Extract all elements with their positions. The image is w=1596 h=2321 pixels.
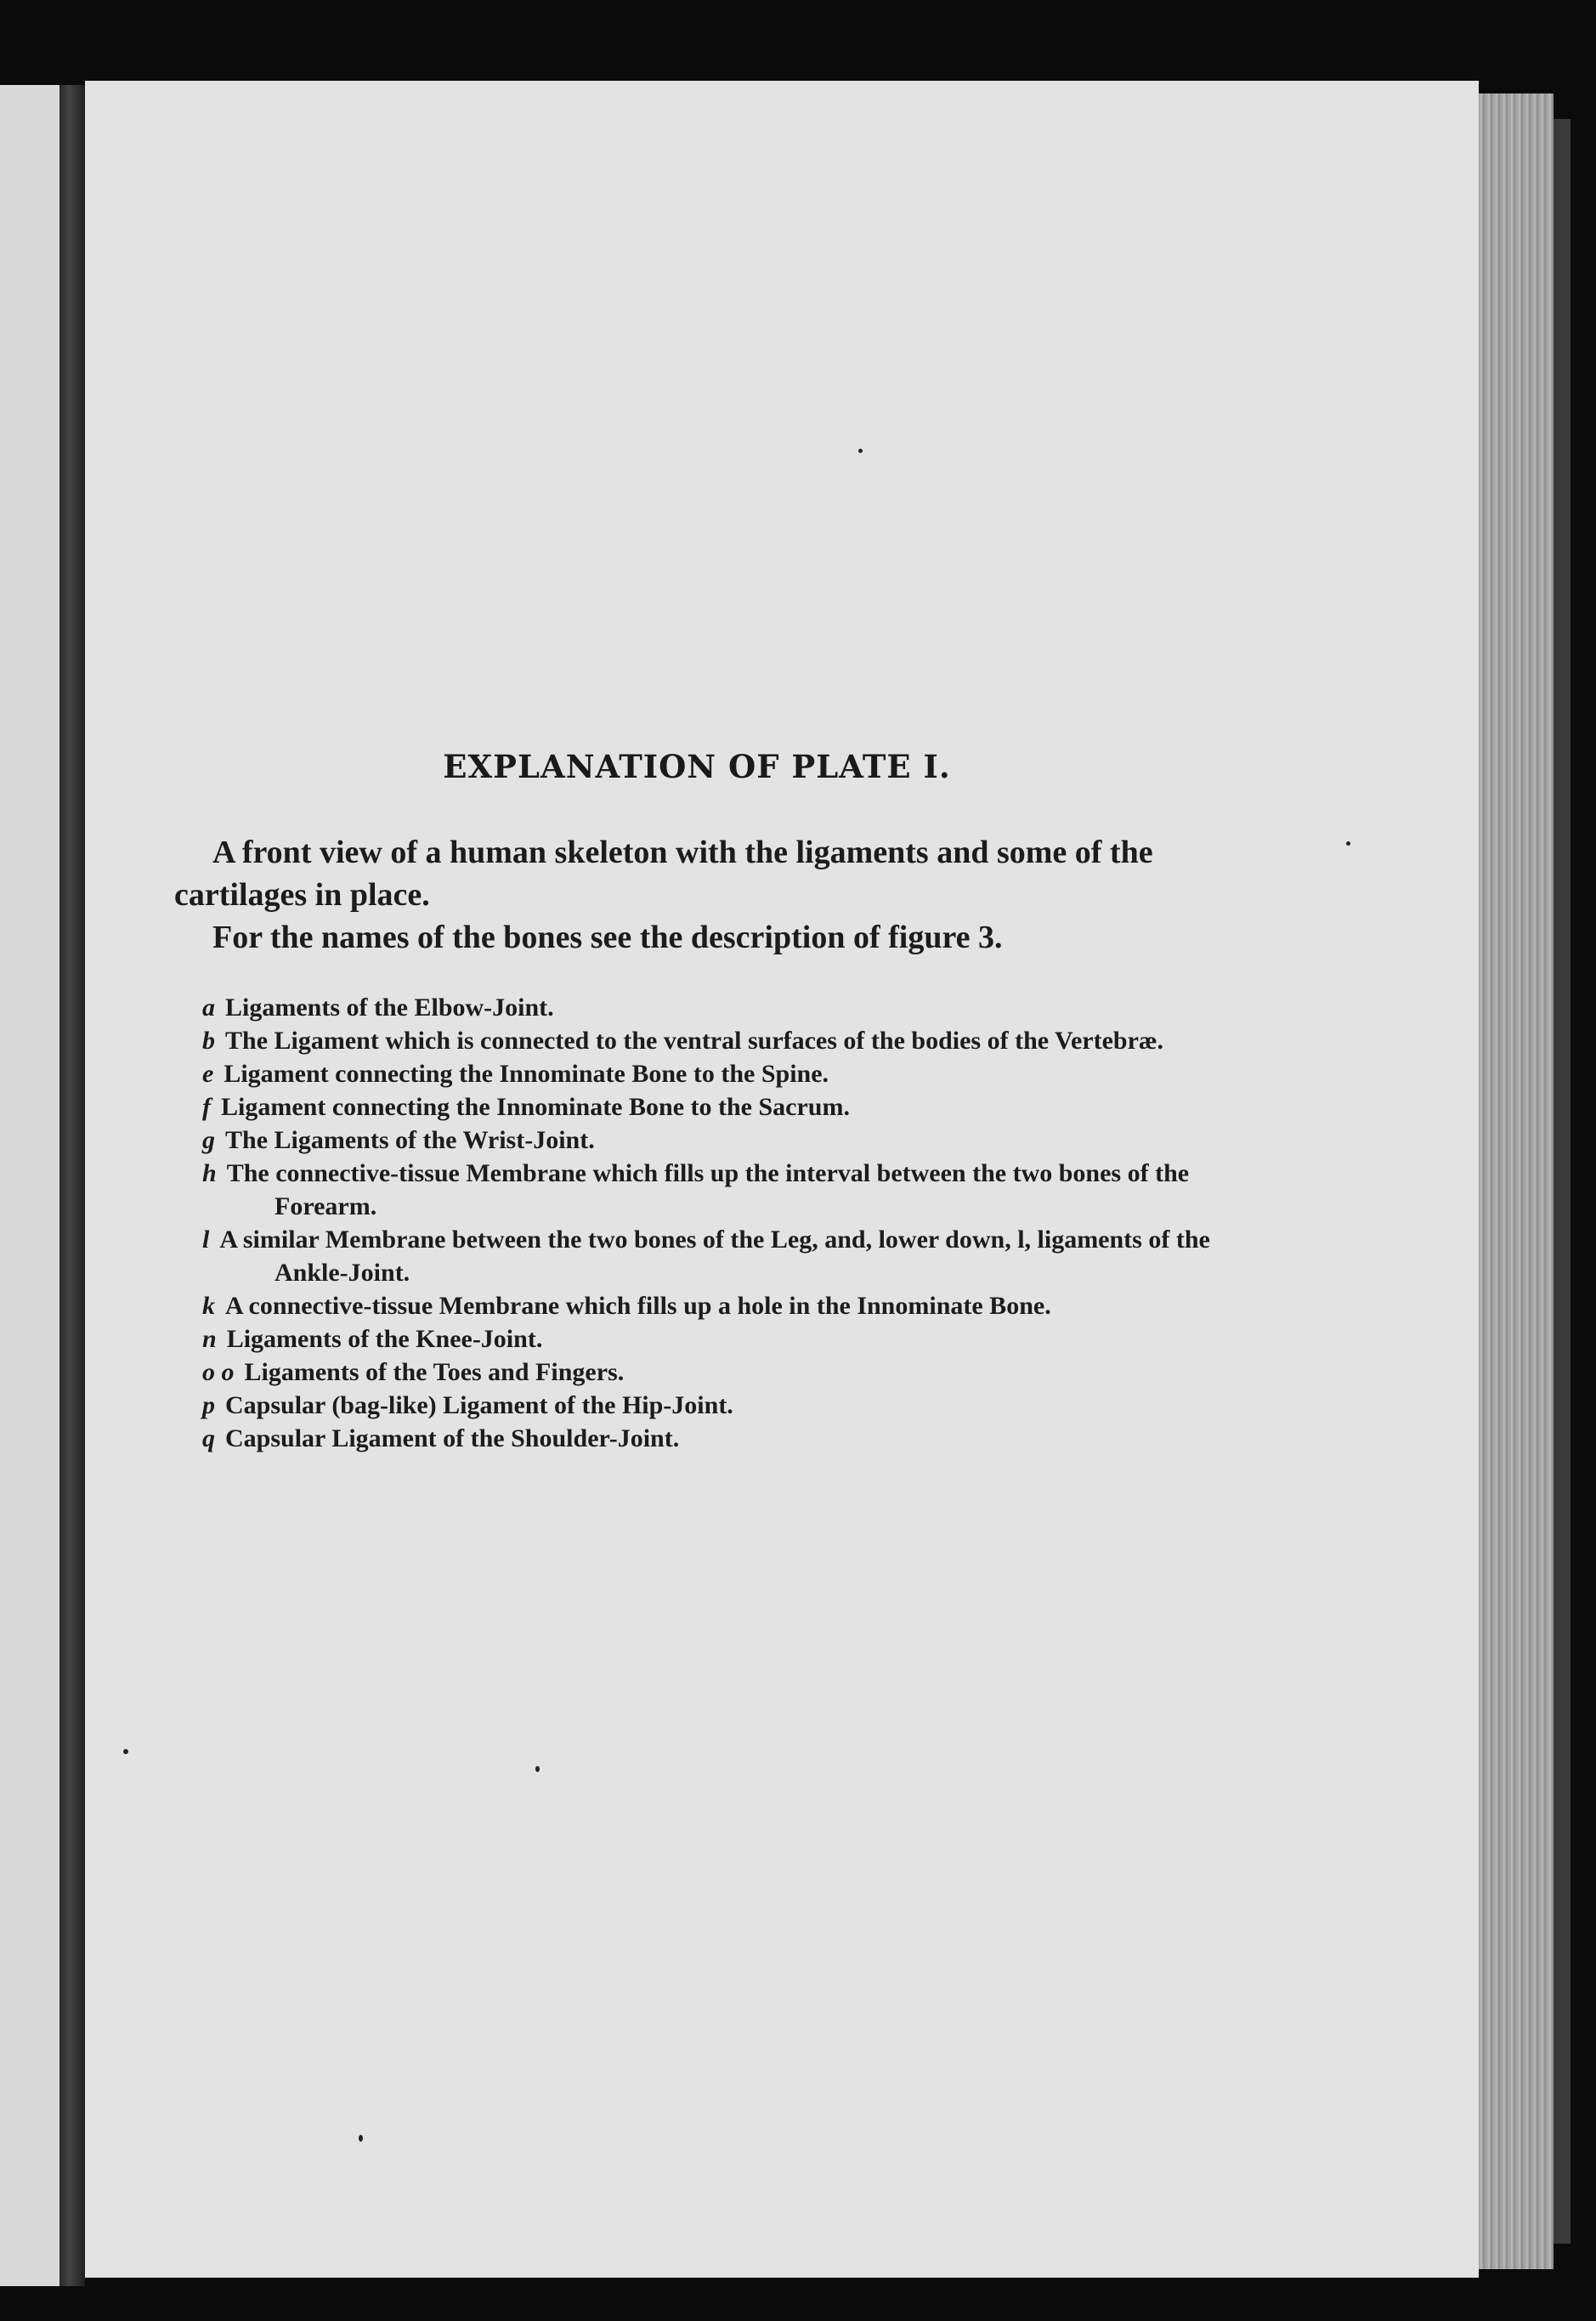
legend-text: Ligament connecting the Innominate Bone to the Sacrum. — [221, 1093, 850, 1121]
legend-letter: f — [202, 1093, 211, 1121]
plate-title: EXPLANATION OF PLATE I. — [443, 748, 951, 785]
legend-item — [202, 1057, 1248, 1090]
legend-text: Ligaments of the Elbow-Joint. — [225, 994, 554, 1022]
legend-text: A connective-tissue Membrane which fills up a hole in the Innominate Bone. — [225, 1292, 1051, 1320]
legend-text: The Ligament which is connected to the ventral surfaces of the bodies of the Vertebræ. — [225, 1027, 1164, 1055]
legend-text: Ligaments of the Toes and Fingers. — [244, 1358, 625, 1386]
legend-item — [202, 991, 1248, 1024]
legend-item — [202, 1223, 1248, 1289]
intro-paragraph: For the names of the bones see the description of figure 3. — [212, 920, 1003, 955]
dust-speck — [858, 449, 863, 453]
legend-letter: o o — [202, 1358, 235, 1386]
legend-letter: b — [202, 1027, 215, 1055]
legend-letter: e — [202, 1060, 214, 1088]
page-block-edge — [1479, 93, 1554, 2269]
legend-letter: g — [202, 1126, 215, 1154]
legend-item — [202, 1322, 1248, 1356]
legend-list — [202, 991, 1248, 1455]
legend-item — [202, 1157, 1248, 1223]
intro-text — [174, 831, 1237, 959]
edge-shadow — [1554, 119, 1571, 2244]
legend-item — [202, 1124, 1248, 1157]
dust-speck — [359, 2135, 363, 2142]
legend-letter: h — [202, 1159, 217, 1187]
legend-letter: l — [202, 1226, 210, 1254]
dust-speck — [1346, 841, 1350, 846]
book-gutter — [59, 85, 85, 2286]
legend-item — [202, 1356, 1248, 1389]
legend-item — [202, 1389, 1248, 1422]
legend-letter: q — [202, 1424, 215, 1452]
legend-text: Ligament connecting the Innominate Bone to the Spine. — [224, 1060, 829, 1088]
legend-text: A similar Membrane between the two bones of the Leg, and, lower down, l, ligaments of the Ankle-Joint. — [219, 1226, 1210, 1287]
legend-letter: a — [202, 994, 215, 1022]
dust-speck — [535, 1766, 540, 1772]
legend-text: Capsular (bag-like) Ligament of the Hip-Joint. — [225, 1391, 733, 1419]
legend-letter: p — [202, 1391, 215, 1419]
legend-text: Capsular Ligament of the Shoulder-Joint. — [225, 1424, 680, 1452]
legend-letter: k — [202, 1292, 215, 1320]
legend-item — [202, 1422, 1248, 1455]
dust-speck — [123, 1749, 128, 1754]
intro-paragraph: A front view of a human skeleton with the ligaments and some of the cartilages in place. — [174, 835, 1153, 913]
legend-letter: n — [202, 1325, 217, 1353]
legend-text: Ligaments of the Knee-Joint. — [226, 1325, 543, 1353]
legend-item — [202, 1289, 1248, 1322]
legend-text: The connective-tissue Membrane which fills up the interval between the two bones of the Forearm. — [226, 1159, 1190, 1220]
legend-text: The Ligaments of the Wrist-Joint. — [225, 1126, 595, 1154]
legend-item — [202, 1024, 1248, 1057]
facing-page-edge — [0, 85, 59, 2286]
legend-item — [202, 1090, 1248, 1124]
